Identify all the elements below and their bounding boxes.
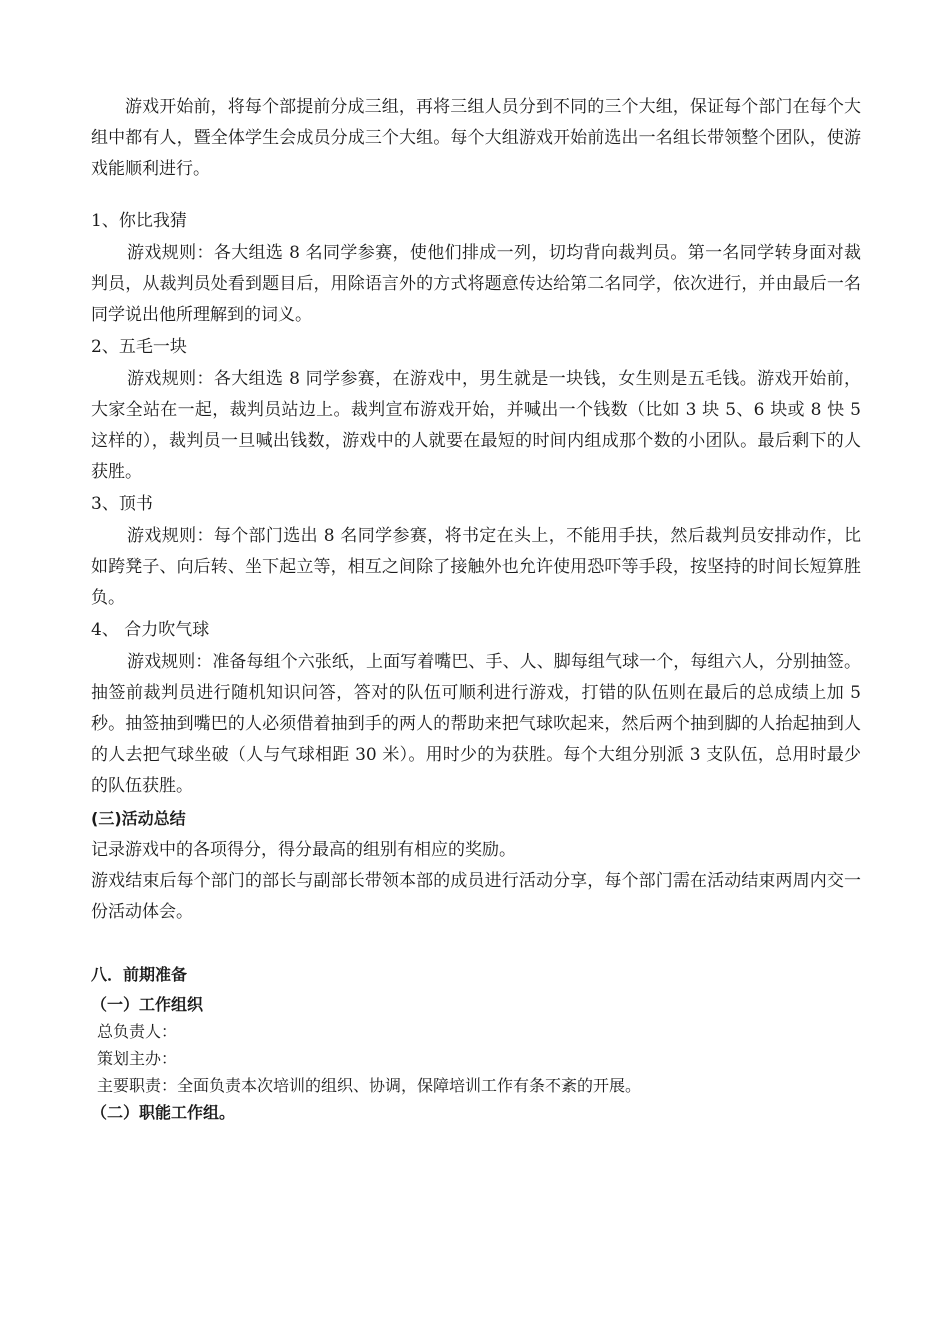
game-4-rule: 游戏规则：准备每组个六张纸，上面写着嘴巴、手、人、脚每组气球一个，每组六人，分别抽签。抽签前裁判员进行随机知识问答，答对的队伍可顺利进行游戏，打错的队伍则在最后的总成绩上加 5 秒。抽签抽到嘴巴的人必须借着抽到手的两人的帮助来把气球吹起来，然后两个抽到脚的人抬起抽到人的人去把气球坐破（人与气球相距 30 米）。用时少的为获胜。每个大组分别派 3 支队伍，总用时最少的队伍获胜。 (91, 652, 861, 796)
document-page (91, 92, 861, 1126)
org-title: （一）工作组织 (91, 995, 204, 1014)
game-3-rule: 游戏规则：每个部门选出 8 名同学参赛，将书定在头上，不能用手扶，然后裁判员安排动作，比如跨凳子、向后转、坐下起立等，相互之间除了接触外也允许使用恐吓等手段，按坚持的时间长短算胜负。 (91, 526, 861, 608)
duty-line: 主要职责：全面负责本次培训的组织、协调，保障培训工作有条不紊的开展。 (97, 1076, 642, 1095)
intro-paragraph: 游戏开始前，将每个部提前分成三组，再将三组人员分到不同的三个大组，保证每个部门在每个大组中都有人，暨全体学生会成员分成三个大组。每个大组游戏开始前选出一名组长带领整个团队，使游戏能顺利进行。 (91, 97, 861, 179)
game-4-title: 4、 合力吹气球 (91, 620, 210, 640)
game-1-title: 1、你比我猜 (91, 211, 187, 231)
summary-title: (三)活动总结 (91, 809, 186, 828)
summary-line-2: 游戏结束后每个部门的部长与副部长带领本部的成员进行活动分享，每个部门需在活动结束两周内交一份活动体会。 (91, 871, 861, 922)
summary-line-1: 记录游戏中的各项得分，得分最高的组别有相应的奖励。 (91, 840, 516, 860)
planner-line: 策划主办： (97, 1049, 178, 1068)
lead-line: 总负责人： (97, 1022, 178, 1041)
game-2-rule: 游戏规则：各大组选 8 同学参赛，在游戏中，男生就是一块钱，女生则是五毛钱。游戏开始前，大家全站在一起，裁判员站边上。裁判宣布游戏开始，并喊出一个钱数（比如 3 块 5、6 块或 8 快 5 这样的），裁判员一旦喊出钱数，游戏中的人就要在最短的时间内组成那个数的小团队。最后剩下的人获胜。 (91, 369, 861, 482)
game-2-title: 2、五毛一块 (91, 337, 187, 357)
func-title: （二）职能工作组。 (91, 1103, 236, 1122)
game-3-title: 3、顶书 (91, 494, 153, 514)
game-1-rule: 游戏规则：各大组选 8 名同学参赛，使他们排成一列，切均背向裁判员。第一名同学转身面对裁判员，从裁判员处看到题目后，用除语言外的方式将题意传达给第二名同学，依次进行，并由最后一名同学说出他所理解到的词义。 (91, 243, 861, 325)
prep-title: 八．前期准备 (91, 965, 188, 984)
